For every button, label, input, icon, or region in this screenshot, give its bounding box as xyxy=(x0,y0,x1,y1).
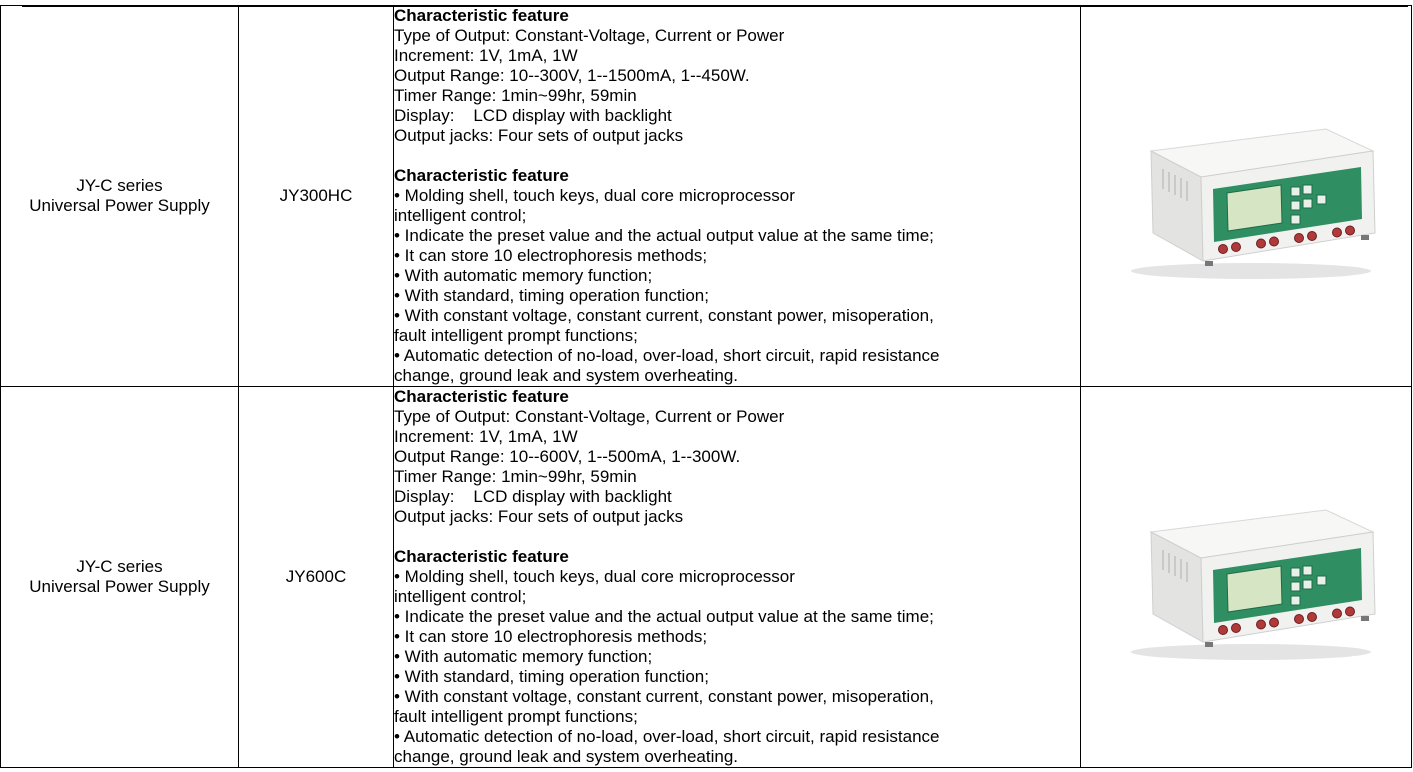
model-cell xyxy=(239,6,394,387)
feature-line: fault intelligent prompt functions; xyxy=(394,326,638,345)
feature-line: change, ground leak and system overheating. xyxy=(394,366,739,385)
feature-line: Increment: 1V, 1mA, 1W xyxy=(394,46,578,65)
feature-line: fault intelligent prompt functions; xyxy=(394,707,638,726)
series-subtitle: Universal Power Supply xyxy=(29,577,210,596)
feature-line: intelligent control; xyxy=(394,587,527,606)
features-list xyxy=(394,6,1080,386)
output-jack xyxy=(1270,237,1279,246)
device-foot xyxy=(1361,616,1369,621)
model-cell xyxy=(239,387,394,768)
output-jack xyxy=(1295,234,1304,243)
output-jack xyxy=(1270,618,1279,627)
model-number: JY600C xyxy=(285,567,347,586)
key-button xyxy=(1291,568,1300,577)
feature-line: • With automatic memory function; xyxy=(394,647,653,666)
output-jack xyxy=(1232,243,1241,252)
features-cell xyxy=(394,387,1081,768)
feature-line: Type of Output: Constant-Voltage, Current or Power xyxy=(394,407,785,426)
feature-line: Display: LCD display with backlight xyxy=(394,487,672,506)
feature-line: • Molding shell, touch keys, dual core microprocessor xyxy=(394,186,795,205)
device-foot xyxy=(1205,261,1213,266)
series-name: JY-C series xyxy=(76,176,163,195)
feature-line: • Automatic detection of no-load, over-load, short circuit, rapid resistance xyxy=(394,727,940,746)
feature-line: Output Range: 10--300V, 1--1500mA, 1--450W. xyxy=(394,66,750,85)
feature-line: change, ground leak and system overheating. xyxy=(394,747,739,766)
feature-line: • With constant voltage, constant current, constant power, misoperation, xyxy=(394,306,934,325)
features-cell xyxy=(394,6,1081,387)
feature-line: • With automatic memory function; xyxy=(394,266,653,285)
key-button xyxy=(1291,596,1300,605)
feature-spacer xyxy=(394,527,1080,547)
key-button xyxy=(1303,566,1312,575)
feature-line: • With constant voltage, constant current, constant power, misoperation, xyxy=(394,687,934,706)
lcd-screen xyxy=(1227,566,1282,612)
feature-line: Output jacks: Four sets of output jacks xyxy=(394,507,684,526)
output-jack xyxy=(1257,620,1266,629)
feature-line: Timer Range: 1min~99hr, 59min xyxy=(394,86,637,105)
output-jack xyxy=(1219,245,1228,254)
feature-heading: Characteristic feature xyxy=(394,387,569,406)
output-jack xyxy=(1333,609,1342,618)
image-cell xyxy=(1081,6,1412,387)
feature-line: Output Range: 10--600V, 1--500mA, 1--300W. xyxy=(394,447,741,466)
output-jack xyxy=(1295,615,1304,624)
feature-line: • It can store 10 electrophoresis methods; xyxy=(394,627,708,646)
key-button xyxy=(1291,201,1300,210)
model-number: JY300HC xyxy=(279,186,353,205)
device-foot xyxy=(1205,642,1213,647)
lcd-screen xyxy=(1227,185,1282,231)
key-button xyxy=(1303,185,1312,194)
feature-line: • It can store 10 electrophoresis methods; xyxy=(394,246,708,265)
feature-line: • Indicate the preset value and the actual output value at the same time; xyxy=(394,226,934,245)
feature-line: Timer Range: 1min~99hr, 59min xyxy=(394,467,637,486)
feature-line: Output jacks: Four sets of output jacks xyxy=(394,126,684,145)
feature-line: Display: LCD display with backlight xyxy=(394,106,672,125)
feature-line: • Molding shell, touch keys, dual core microprocessor xyxy=(394,567,795,586)
key-button xyxy=(1291,582,1300,591)
feature-line: • With standard, timing operation function; xyxy=(394,286,709,305)
series-subtitle: Universal Power Supply xyxy=(29,196,210,215)
feature-heading: Characteristic feature xyxy=(394,6,569,25)
feature-line: • Automatic detection of no-load, over-load, short circuit, rapid resistance xyxy=(394,346,940,365)
feature-heading: Characteristic feature xyxy=(394,166,569,185)
series-cell xyxy=(1,6,239,387)
key-button xyxy=(1317,576,1326,585)
output-jack xyxy=(1308,232,1317,241)
feature-heading: Characteristic feature xyxy=(394,547,569,566)
device-foot xyxy=(1361,235,1369,240)
output-jack xyxy=(1219,626,1228,635)
output-jack xyxy=(1346,226,1355,235)
series-cell xyxy=(1,387,239,768)
key-button xyxy=(1303,580,1312,589)
table-row xyxy=(1,6,1412,387)
image-cell xyxy=(1081,387,1412,768)
output-jack xyxy=(1333,228,1342,237)
product-spec-table xyxy=(0,5,1412,768)
series-name: JY-C series xyxy=(76,557,163,576)
feature-line: Type of Output: Constant-Voltage, Current or Power xyxy=(394,26,785,45)
feature-line: Increment: 1V, 1mA, 1W xyxy=(394,427,578,446)
output-jack xyxy=(1308,613,1317,622)
key-button xyxy=(1291,215,1300,224)
key-button xyxy=(1317,195,1326,204)
output-jack xyxy=(1257,239,1266,248)
feature-line: • Indicate the preset value and the actual output value at the same time; xyxy=(394,607,934,626)
output-jack xyxy=(1232,624,1241,633)
power-supply-image xyxy=(1111,492,1381,662)
output-jack xyxy=(1346,607,1355,616)
device-shadow xyxy=(1131,644,1371,660)
key-button xyxy=(1303,199,1312,208)
table-row xyxy=(1,387,1412,768)
feature-line: intelligent control; xyxy=(394,206,527,225)
device-shadow xyxy=(1131,263,1371,279)
feature-line: • With standard, timing operation function; xyxy=(394,667,709,686)
feature-spacer xyxy=(394,146,1080,166)
key-button xyxy=(1291,187,1300,196)
features-list xyxy=(394,387,1080,767)
power-supply-image xyxy=(1111,111,1381,281)
